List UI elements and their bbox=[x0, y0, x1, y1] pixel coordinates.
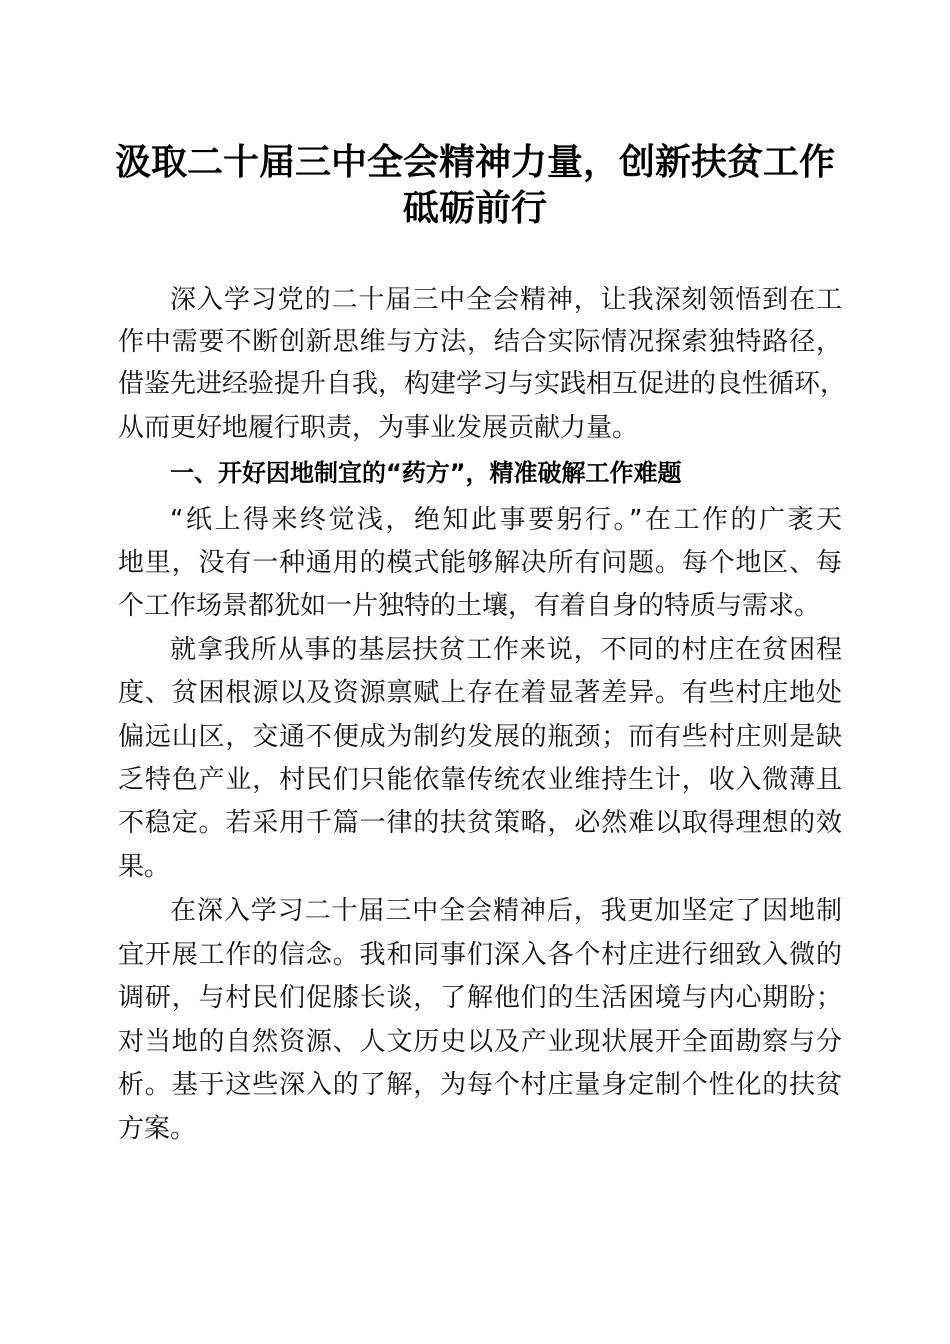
paragraph-2-line-1: “纸上得来终觉浅，绝知此事要躬行。”在工作的广袤天 bbox=[170, 505, 842, 535]
paragraph-4-line-3: 调研，与村民们促膝长谈，了解他们的生活困境与内心期盼； bbox=[118, 983, 842, 1013]
document-title-line-1: 汲取二十届三中全会精神力量，创新扶贫工作 bbox=[114, 141, 835, 183]
paragraph-4-line-1: 在深入学习二十届三中全会精神后，我更加坚定了因地制 bbox=[170, 896, 842, 926]
paragraph-1-line-3: 借鉴先进经验提升自我，构建学习与实践相互促进的良性循环， bbox=[118, 369, 847, 399]
paragraph-1-line-2: 作中需要不断创新思维与方法，结合实际情况探索独特路径， bbox=[118, 327, 842, 357]
paragraph-2-line-3: 个工作场景都犹如一片独特的土壤，有着自身的特质与需求。 bbox=[118, 591, 821, 621]
paragraph-3-line-4: 乏特色产业，村民们只能依靠传统农业维持生计，收入微薄且 bbox=[118, 765, 842, 795]
document-title-line-2: 砥砺前行 bbox=[402, 187, 547, 229]
paragraph-3-line-2: 度、贫困根源以及资源禀赋上存在着显著差异。有些村庄地处 bbox=[118, 678, 842, 708]
paragraph-4-line-2: 宜开展工作的信念。我和同事们深入各个村庄进行细致入微的 bbox=[118, 940, 842, 970]
paragraph-4-line-6: 方案。 bbox=[118, 1114, 197, 1144]
paragraph-3-line-5: 不稳定。若采用千篇一律的扶贫策略，必然难以取得理想的效 bbox=[118, 808, 842, 838]
section-heading-1: 一、开好因地制宜的“药方”，精准破解工作难题 bbox=[170, 459, 682, 487]
paragraph-3-line-3: 偏远山区，交通不便成为制约发展的瓶颈；而有些村庄则是缺 bbox=[118, 722, 842, 752]
paragraph-3-line-1: 就拿我所从事的基层扶贫工作来说，不同的村庄在贫困程 bbox=[170, 635, 842, 665]
paragraph-3-line-6: 果。 bbox=[118, 852, 171, 882]
paragraph-1-line-4: 从而更好地履行职责，为事业发展贡献力量。 bbox=[118, 413, 639, 443]
paragraph-1-line-1: 深入学习党的二十届三中全会精神，让我深刻领悟到在工 bbox=[170, 285, 842, 315]
paragraph-2-line-2: 地里，没有一种通用的模式能够解决所有问题。每个地区、每 bbox=[118, 548, 842, 578]
paragraph-4-line-4: 对当地的自然资源、人文历史以及产业现状展开全面勘察与分 bbox=[118, 1027, 842, 1057]
paragraph-4-line-5: 析。基于这些深入的了解，为每个村庄量身定制个性化的扶贫 bbox=[118, 1070, 842, 1100]
